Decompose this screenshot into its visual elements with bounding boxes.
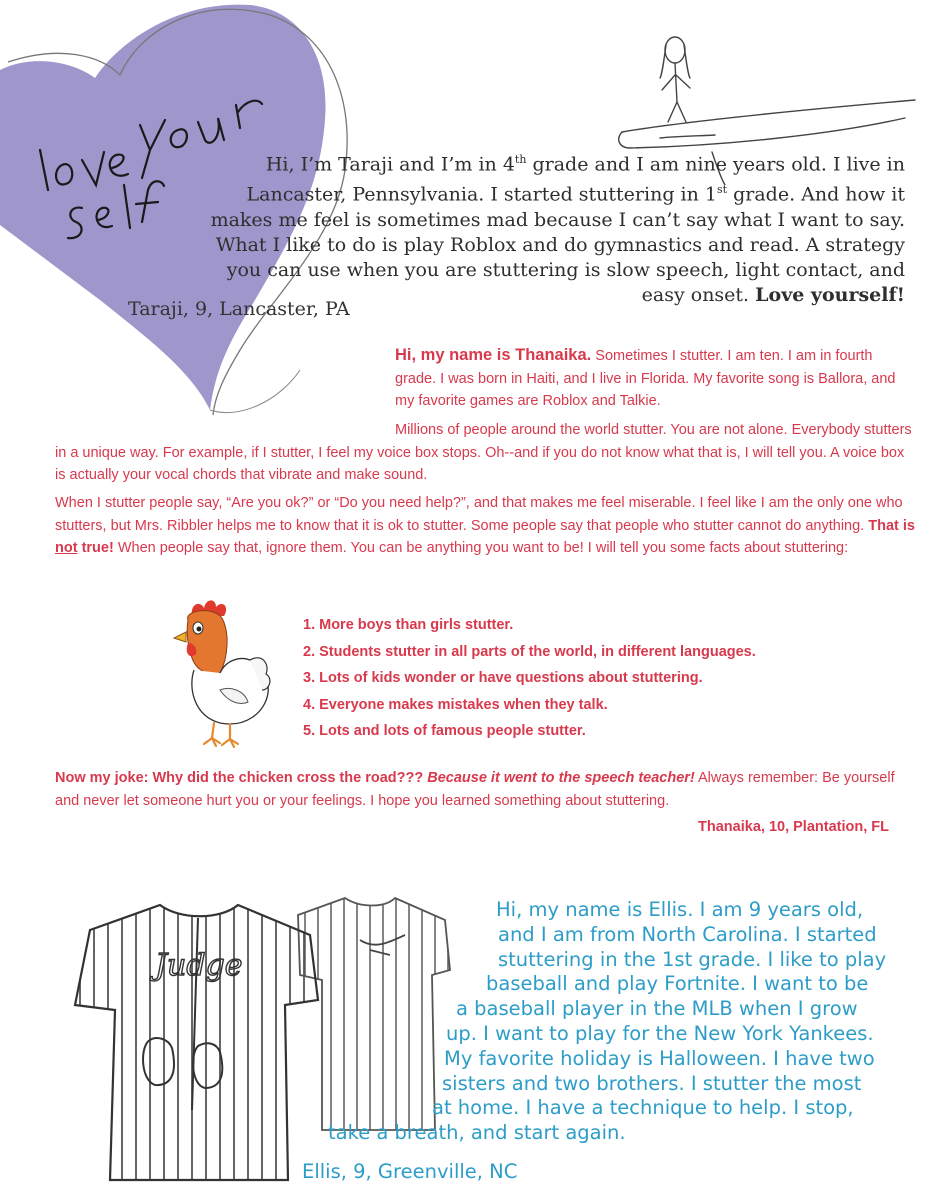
ellis-line: a baseball player in the MLB when I grow	[456, 997, 858, 1021]
ellis-line: and I am from North Carolina. I started	[498, 922, 877, 946]
ellis-line: Hi, my name is Ellis. I am 9 years old,	[496, 898, 864, 921]
ellis-story	[300, 898, 920, 1146]
stuttering-facts-list	[303, 612, 756, 745]
fact-item: 4. Everyone makes mistakes when they talk.	[303, 696, 608, 713]
ellis-line: take a breath, and start again.	[328, 1121, 626, 1145]
taraji-signature: Taraji, 9, Lancaster, PA	[128, 298, 350, 320]
ellis-signature: Ellis, 9, Greenville, NC	[302, 1160, 518, 1183]
ellis-line: sisters and two brothers. I stutter the most	[442, 1071, 862, 1095]
taraji-story	[200, 147, 905, 308]
joke-answer: Because it went to the speech teacher!	[427, 770, 695, 786]
thanaika-signature: Thanaika, 10, Plantation, FL	[698, 819, 889, 835]
taraji-paragraph: Hi, I’m Taraji and I’m in 4th grade and I am nine years old. I live in Lancaster, Pennsylvania. I started stuttering in 1st grade. And how it makes me feel is sometimes mad because I can’t say what I want to say. What I like to do is play Roblox and do gymnastics and read. A strategy you can use when you are stuttering is slow speech, light contact, and easy onset. Love yourself!	[210, 153, 905, 306]
thanaika-greeting: Hi, my name is Thanaika.	[395, 346, 592, 364]
taraji-closing: Love yourself!	[755, 283, 905, 306]
jersey-lettering: Judge	[155, 948, 243, 983]
fact-item: 5. Lots and lots of famous people stutter.	[303, 723, 586, 739]
fact-item: 3. Lots of kids wonder or have questions about stuttering.	[303, 670, 703, 686]
fact-item: 2. Students stutter in all parts of the world, in different languages.	[303, 643, 756, 660]
fact-item: 1. More boys than girls stutter.	[303, 617, 514, 633]
joke-question: Now my joke: Why did the chicken cross the road???	[55, 770, 424, 786]
thanaika-joke: Now my joke: Why did the chicken cross the road??? Because it went to the speech teacher! Always remember: Be yourself and never let someone hurt you or your feelings. I hope you learned something about stuttering.	[55, 770, 895, 809]
emphasis-not: not	[55, 540, 78, 556]
thanaika-paragraph-2: When I stutter people say, “Are you ok?” or “Do you need help?”, and that makes me feel miserable. I feel like I am the only one who stutters, but Mrs. Ribbler helps me to know that it is ok to stutter. Some people say that people who stutter cannot do anything. That is not true! When people say that, ignore them. You can be anything you want to be! I will tell you some facts about stuttering:	[55, 495, 915, 556]
ellis-line: at home. I have a technique to help. I stop,	[432, 1096, 854, 1120]
chicken-illustration	[170, 598, 275, 750]
ellis-line: stuttering in the 1st grade. I like to play	[498, 947, 887, 971]
thanaika-paragraph-1: Millions of people around the world stutter. You are not alone. Everybody stutters in a unique way. For example, if I stutter, I feel my voice box stops. Oh--and if you do not know what that is, I will tell you. A voice box is actually your vocal chords that vibrate and make sound.	[55, 422, 912, 483]
ellis-line: up. I want to play for the New York Yankees.	[446, 1021, 874, 1045]
thanaika-intro: Hi, my name is Thanaika. Sometimes I stutter. I am ten. I am in fourth grade. I was born in Haiti, and I live in Florida. My favorite song is Ballora, and my favorite games are Roblox and Talkie.	[395, 346, 896, 409]
ellis-line: baseball and play Fortnite. I want to be	[486, 972, 869, 996]
ellis-line: My favorite holiday is Halloween. I have two	[444, 1046, 875, 1070]
